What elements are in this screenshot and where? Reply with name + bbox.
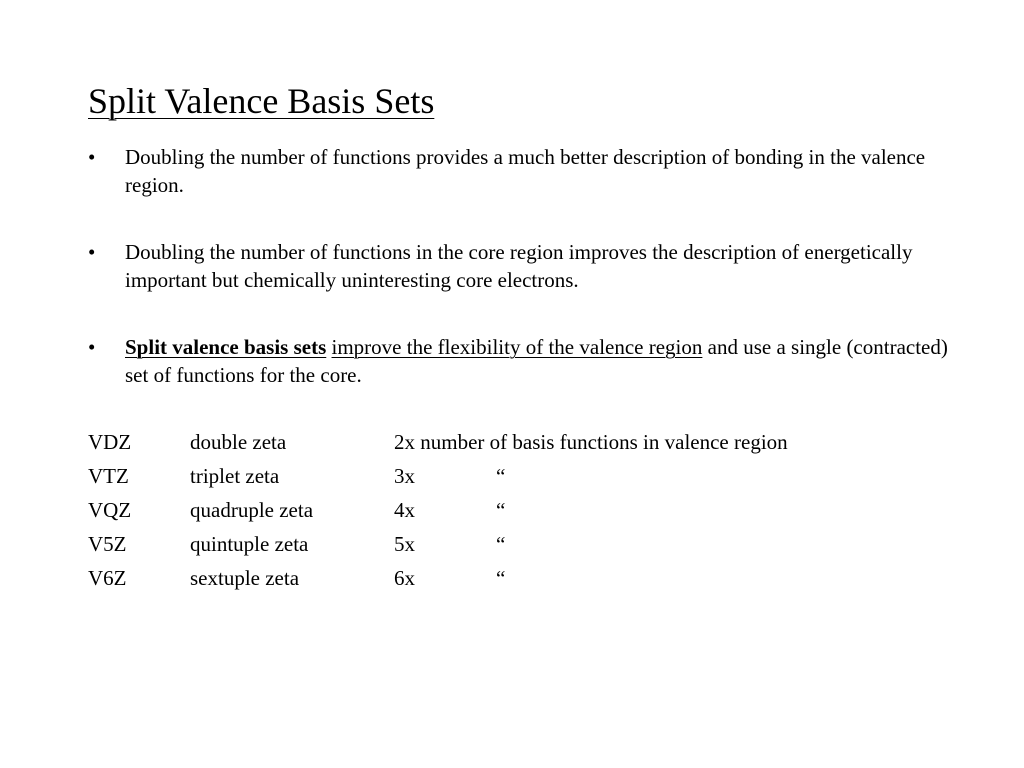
zeta-name: triplet zeta [190,464,280,488]
bullet-text: Doubling the number of functions in the core region improves the description of energetically important but chemically uninteresting core electrons. [125,240,913,292]
bullet-marker: • [88,240,96,264]
zeta-abbr: VQZ [88,498,132,522]
zeta-name: sextuple zeta [190,566,300,590]
zeta-description: “ [496,566,506,590]
zeta-name: quintuple zeta [190,532,309,556]
zeta-abbr: V6Z [88,566,127,590]
bullet-text: Doubling the number of functions provides a much better description of bonding in the valence region. [125,145,926,197]
zeta-multiplier: 6x [394,566,415,590]
zeta-multiplier: 3x [394,464,415,488]
bullet-marker: • [88,335,96,359]
zeta-multiplier: 5x [394,532,415,556]
bullet-item [88,143,948,199]
bullet-item [88,333,948,389]
bullet-emphasis-term: Split valence basis sets [125,335,327,359]
zeta-abbr: VTZ [88,464,129,488]
zeta-description: “ [496,532,506,556]
bullet-item [88,238,948,294]
zeta-abbr: V5Z [88,532,127,556]
slide-title: Split Valence Basis Sets [88,81,435,121]
bullet-list [88,143,948,389]
zeta-multiplier: 4x [394,498,415,522]
zeta-multiplier: 2x number of basis functions in valence region [394,430,788,454]
bullet-emphasis-phrase: improve the flexibility of the valence region [331,335,703,359]
bullet-marker: • [88,145,96,169]
zeta-abbr: VDZ [88,430,132,454]
zeta-name: quadruple zeta [190,498,314,522]
zeta-name: double zeta [190,430,287,454]
bullet-text-rest: and use a single (contracted) set of functions for the core. [125,335,948,387]
zeta-description: “ [496,464,506,488]
zeta-description: “ [496,498,506,522]
